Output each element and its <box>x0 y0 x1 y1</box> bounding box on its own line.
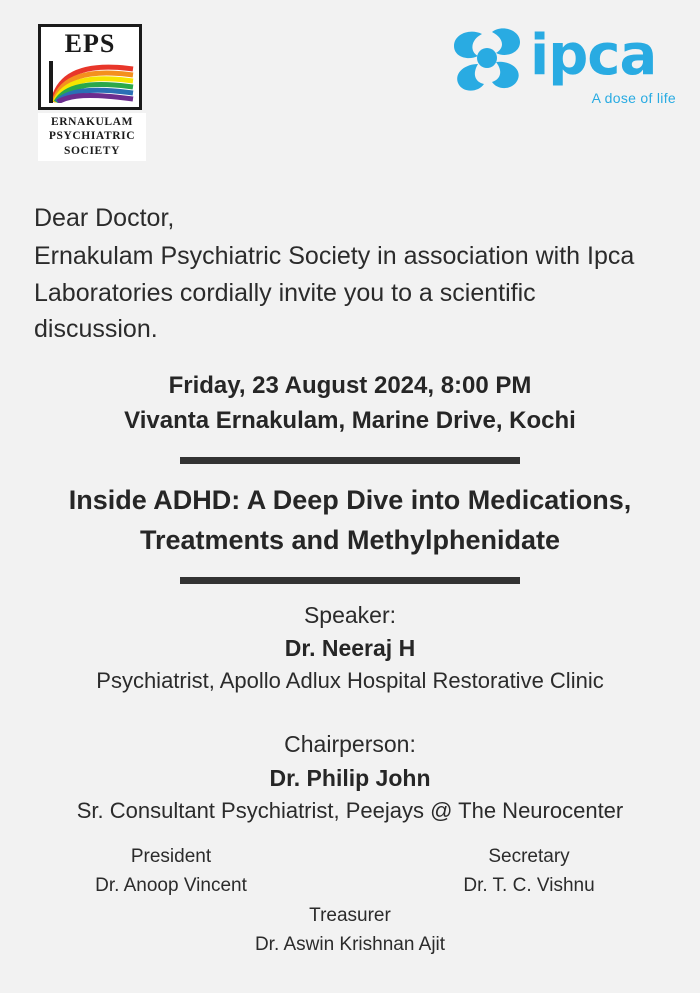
rainbow-logo-icon <box>49 61 137 103</box>
greeting-text: Dear Doctor, <box>34 204 175 232</box>
ipca-wordmark: ipca <box>530 23 657 88</box>
chairperson-block <box>0 727 700 827</box>
eps-logo <box>38 24 146 161</box>
chairperson-name: Dr. Philip John <box>269 764 431 791</box>
invitation-intro <box>34 200 666 347</box>
event-datetime: Friday, 23 August 2024, 8:00 PM <box>168 372 532 399</box>
poster-header <box>0 0 700 200</box>
eps-logo-caption: ERNAKULAM PSYCHIATRIC SOCIETY <box>38 113 146 161</box>
secretary-name: Dr. T. C. Vishnu <box>463 874 595 896</box>
secretary-role: Secretary <box>488 846 570 867</box>
president-name: Dr. Anoop Vincent <box>95 874 247 896</box>
ipca-flower-icon <box>448 26 528 96</box>
eps-logo-box <box>38 24 142 110</box>
event-topic-title: Inside ADHD: A Deep Dive into Medications, Treatments and Methylphenidate <box>68 484 632 556</box>
officer-treasurer <box>0 902 700 959</box>
officer-president <box>46 843 296 900</box>
chairperson-label: Chairperson: <box>284 731 416 758</box>
speaker-name: Dr. Neeraj H <box>284 635 416 662</box>
speaker-label: Speaker: <box>303 601 397 628</box>
chairperson-affiliation: Sr. Consultant Psychiatrist, Peejays @ The Neurocenter <box>76 798 624 824</box>
officers-section <box>0 843 700 959</box>
treasurer-name: Dr. Aswin Krishnan Ajit <box>254 933 446 955</box>
divider-bottom <box>180 577 520 584</box>
event-datetime-venue <box>0 369 700 439</box>
invitation-body-text: Ernakulam Psychiatric Society in association with Ipca Laboratories cordially invite you to a scientific discussion. <box>34 242 635 343</box>
speaker-block <box>0 598 700 698</box>
eps-logo-letters: EPS <box>64 29 116 58</box>
speaker-affiliation: Psychiatrist, Apollo Adlux Hospital Restorative Clinic <box>96 668 604 694</box>
treasurer-role: Treasurer <box>309 905 391 926</box>
ipca-tagline: A dose of life <box>591 90 676 106</box>
divider-top <box>180 457 520 464</box>
officer-secretary <box>404 843 654 900</box>
ipca-logo <box>448 22 678 112</box>
president-role: President <box>130 846 212 867</box>
event-venue: Vivanta Ernakulam, Marine Drive, Kochi <box>124 406 576 434</box>
officers-row <box>0 843 700 900</box>
